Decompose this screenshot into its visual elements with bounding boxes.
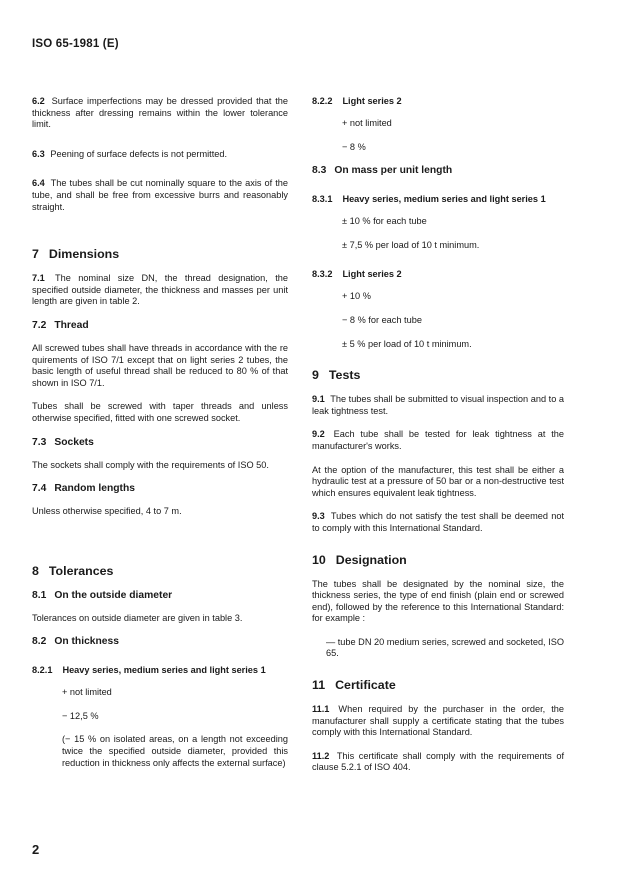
clause-6-2 [32,96,288,131]
clause-number: 6.2 [32,96,45,106]
tolerance-per-load: ± 7,5 % per load of 10 t minimum. [342,239,480,250]
tolerance-plus: + not limited [62,687,112,698]
section-number: 11 [312,678,326,693]
section-number: 8.1 [32,589,47,601]
clause-7-2-text-b: Tubes shall be screwed with taper threads and unless otherwise specified, fitted with one screwed socket. [32,401,288,423]
clause-text: Each tube shall be tested for leak tightness at the manufacturer's works. [312,429,564,451]
section-title: Tolerances [48,563,114,578]
clause-8-1-text: Tolerances on outside diameter are given in table 3. [32,612,243,623]
section-7-heading [32,247,288,261]
clause-text: Tubes which do not satisfy the test shall be deemed not to comply with this International Standard. [312,511,564,533]
section-number: 8.3 [312,165,327,177]
clause-number: 9.2 [312,429,325,440]
left-column [32,96,288,769]
section-number: 7.4 [32,483,47,495]
section-number: 9 [312,368,319,383]
designation-example: — tube DN 20 medium series, screwed and socketed, ISO 65. [326,636,564,659]
section-title: On mass per unit length [334,165,453,177]
clause-11-1 [312,704,564,739]
section-title: Thread [54,319,89,331]
section-number: 7.3 [32,436,47,448]
clause-7-2-text-a: All screwed tubes shall have threads in accordance with the re quirements of ISO 7/1 except that on light series 2 tubes, the basic length of useful thread shall be reduced to 80 % of that shown in ISO 7/1. [32,342,288,388]
section-7-2-heading [32,320,288,331]
clause-number: 6.3 [32,148,45,159]
clause-number: 11.1 [312,704,330,715]
clause-text: When required by the purchaser in the order, the manufacturer shall supply a certificate stating that the tubes comply with this International Standard. [312,704,564,738]
section-title: Light series 2 [342,269,402,280]
section-title: Tests [328,368,361,383]
section-7-3-heading [32,437,288,448]
section-title: Heavy series, medium series and light series 1 [62,665,266,676]
section-number: 8.2.1 [32,665,53,676]
section-title: Certificate [335,678,396,693]
clause-9-3 [312,511,564,534]
section-10-heading [312,553,564,567]
tolerance-note: (− 15 % on isolated areas, on a length not exceeding twice the specified outside diameter, provided this reduction in thickness only affects the external surface) [62,734,288,768]
clause-number: 9.3 [312,511,325,522]
clause-7-3-text: The sockets shall comply with the requirements of ISO 50. [32,459,269,470]
clause-text: Surface imperfections may be dressed provided that the thickness after dressing remains within the lower tolerance limit. [32,96,288,130]
tolerance-plus: + 10 % [342,291,371,302]
tolerance-minus: − 12,5 % [62,710,99,721]
clause-10-text: The tubes shall be designated by the nominal size, the thickness series, the type of end finish (plain end or screwed end), followed by the reference to this International Standard: for example : [312,578,564,624]
tolerance-each-tube: ± 10 % for each tube [342,216,427,227]
clause-9-2-text-b: At the option of the manufacturer, this test shall be either a hydraulic test at a pressure of 50 bar or a non-destructive test which ensures equivalent leak tightness. [312,464,564,498]
section-number: 8.3.2 [312,269,333,280]
clause-number: 6.4 [32,178,45,189]
section-title: Random lengths [54,483,135,495]
clause-11-2 [312,751,564,774]
section-title: On thickness [54,636,119,648]
section-title: Dimensions [48,247,120,262]
clause-text: Peening of surface defects is not permitted. [50,148,228,159]
section-title: Sockets [54,436,94,448]
section-title: Designation [335,552,407,567]
section-number: 8.2 [32,636,47,648]
section-8-1-heading [32,590,288,601]
section-8-2-2-heading [312,96,564,106]
section-number: 7.2 [32,319,47,331]
clause-7-4-text: Unless otherwise specified, 4 to 7 m. [32,506,182,517]
tolerance-minus-each-tube: − 8 % for each tube [342,314,422,325]
right-column [312,96,564,774]
clause-6-3 [32,149,288,161]
section-title: Light series 2 [342,96,402,106]
section-8-3-heading [312,165,564,176]
page-number: 2 [32,842,40,857]
section-number: 8 [32,563,39,578]
clause-number: 7.1 [32,273,45,284]
section-title: Heavy series, medium series and light series 1 [342,194,546,205]
clause-text: This certificate shall comply with the requirements of clause 5.2.1 of ISO 404. [312,750,564,773]
section-number: 10 [312,552,326,567]
section-7-4-heading [32,483,288,494]
section-number: 8.2.2 [312,96,333,106]
clause-9-1 [312,394,564,417]
clause-number: 11.2 [312,750,330,761]
tolerance-minus: − 8 % [342,141,366,152]
clause-text: The tubes shall be submitted to visual inspection and to a leak tightness test. [312,394,565,416]
clause-9-2 [312,429,564,452]
clause-6-4 [32,178,288,213]
section-8-3-2-heading [312,269,564,279]
section-9-heading [312,368,564,382]
clause-text: The tubes shall be cut nominally square to the axis of the tube, and shall be free from excessive burrs and reasonably straight. [32,178,288,212]
clause-7-1 [32,273,288,308]
tolerance-plus: + not limited [342,118,392,128]
section-8-2-1-heading [32,665,288,675]
section-8-3-1-heading [312,194,564,204]
clause-number: 9.1 [312,394,325,405]
section-number: 7 [32,247,39,262]
tolerance-per-load: ± 5 % per load of 10 t minimum. [342,338,472,349]
document-header: ISO 65-1981 (E) [32,38,119,50]
section-8-2-heading [32,636,288,647]
section-title: On the outside diameter [54,589,173,601]
clause-text: The nominal size DN, the thread designation, the specified outside diameter, the thickness and masses per unit length are given in table 2. [32,273,288,307]
section-11-heading [312,678,564,692]
section-8-heading [32,564,288,578]
section-number: 8.3.1 [312,194,333,205]
